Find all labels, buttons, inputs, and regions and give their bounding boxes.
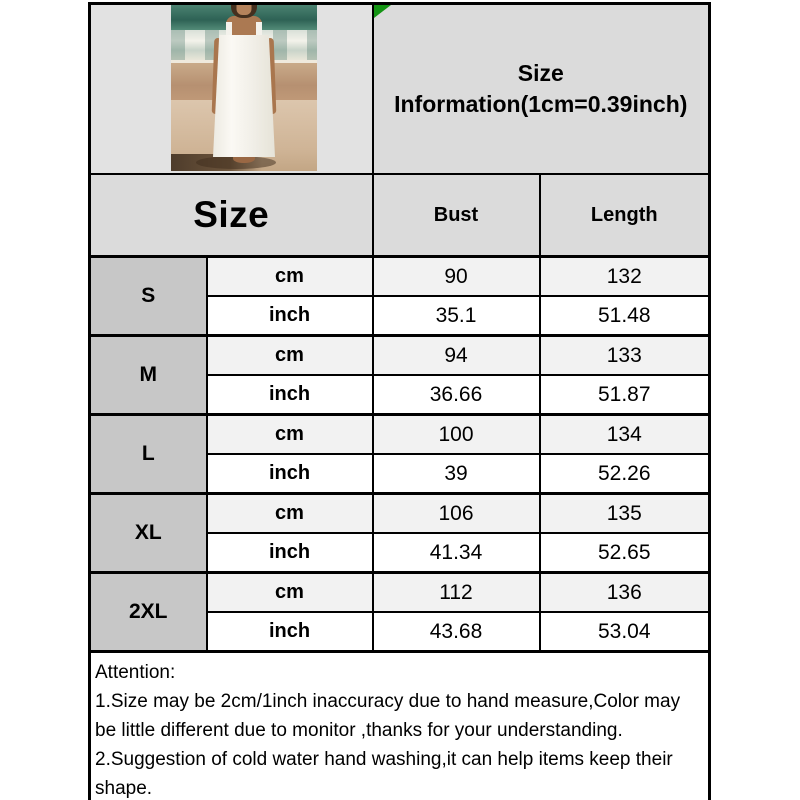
bust-value: 90 — [373, 257, 540, 297]
header-bust: Bust — [373, 174, 540, 257]
size-label-xl: XL — [90, 494, 207, 573]
bust-value: 112 — [373, 573, 540, 613]
attention-row — [90, 652, 710, 800]
unit-cell: cm — [207, 573, 373, 613]
attention-note-2: 2.Suggestion of cold water hand washing,it can help items keep their shape. — [95, 749, 673, 799]
top-row — [90, 4, 710, 175]
length-value: 135 — [540, 494, 710, 534]
size-chart-table — [88, 2, 711, 800]
table-header-row — [90, 174, 710, 257]
green-corner-flag-icon — [374, 5, 391, 18]
length-value: 52.26 — [540, 454, 710, 494]
unit-cell: inch — [207, 454, 373, 494]
header-size: Size — [90, 174, 373, 257]
unit-cell: inch — [207, 533, 373, 573]
bust-value: 106 — [373, 494, 540, 534]
table-row-l-cm — [90, 415, 710, 455]
length-value: 53.04 — [540, 612, 710, 652]
unit-cell: cm — [207, 257, 373, 297]
unit-cell: inch — [207, 296, 373, 336]
model-face — [237, 5, 252, 15]
bust-value: 100 — [373, 415, 540, 455]
table-row-xl-cm — [90, 494, 710, 534]
bust-value: 36.66 — [373, 375, 540, 415]
product-photo-cell — [90, 4, 373, 175]
unit-cell: cm — [207, 415, 373, 455]
table-row-s-cm — [90, 257, 710, 297]
unit-cell: cm — [207, 336, 373, 376]
size-label-s: S — [90, 257, 207, 336]
length-value: 136 — [540, 573, 710, 613]
length-value: 132 — [540, 257, 710, 297]
length-value: 133 — [540, 336, 710, 376]
attention-note-1: 1.Size may be 2cm/1inch inaccuracy due to hand measure,Color may be little different due to monitor ,thanks for your understanding. — [95, 691, 681, 741]
unit-cell: inch — [207, 375, 373, 415]
header-length: Length — [540, 174, 710, 257]
bust-value: 35.1 — [373, 296, 540, 336]
bust-value: 41.34 — [373, 533, 540, 573]
length-value: 51.87 — [540, 375, 710, 415]
length-value: 52.65 — [540, 533, 710, 573]
table-row-2xl-cm — [90, 573, 710, 613]
size-info-title-line2: Information(1cm=0.39inch) — [394, 91, 688, 117]
bust-value: 43.68 — [373, 612, 540, 652]
product-photo — [171, 5, 317, 171]
length-value: 51.48 — [540, 296, 710, 336]
attention-heading: Attention: — [95, 662, 176, 683]
size-label-2xl: 2XL — [90, 573, 207, 652]
unit-cell: inch — [207, 612, 373, 652]
size-label-l: L — [90, 415, 207, 494]
unit-cell: cm — [207, 494, 373, 534]
length-value: 134 — [540, 415, 710, 455]
size-info-title-cell — [373, 4, 710, 175]
size-info-title-line1: Size — [517, 60, 564, 86]
bust-value: 39 — [373, 454, 540, 494]
attention-cell — [90, 652, 710, 800]
table-row-m-cm — [90, 336, 710, 376]
white-maxi-dress — [213, 35, 275, 157]
size-label-m: M — [90, 336, 207, 415]
bust-value: 94 — [373, 336, 540, 376]
